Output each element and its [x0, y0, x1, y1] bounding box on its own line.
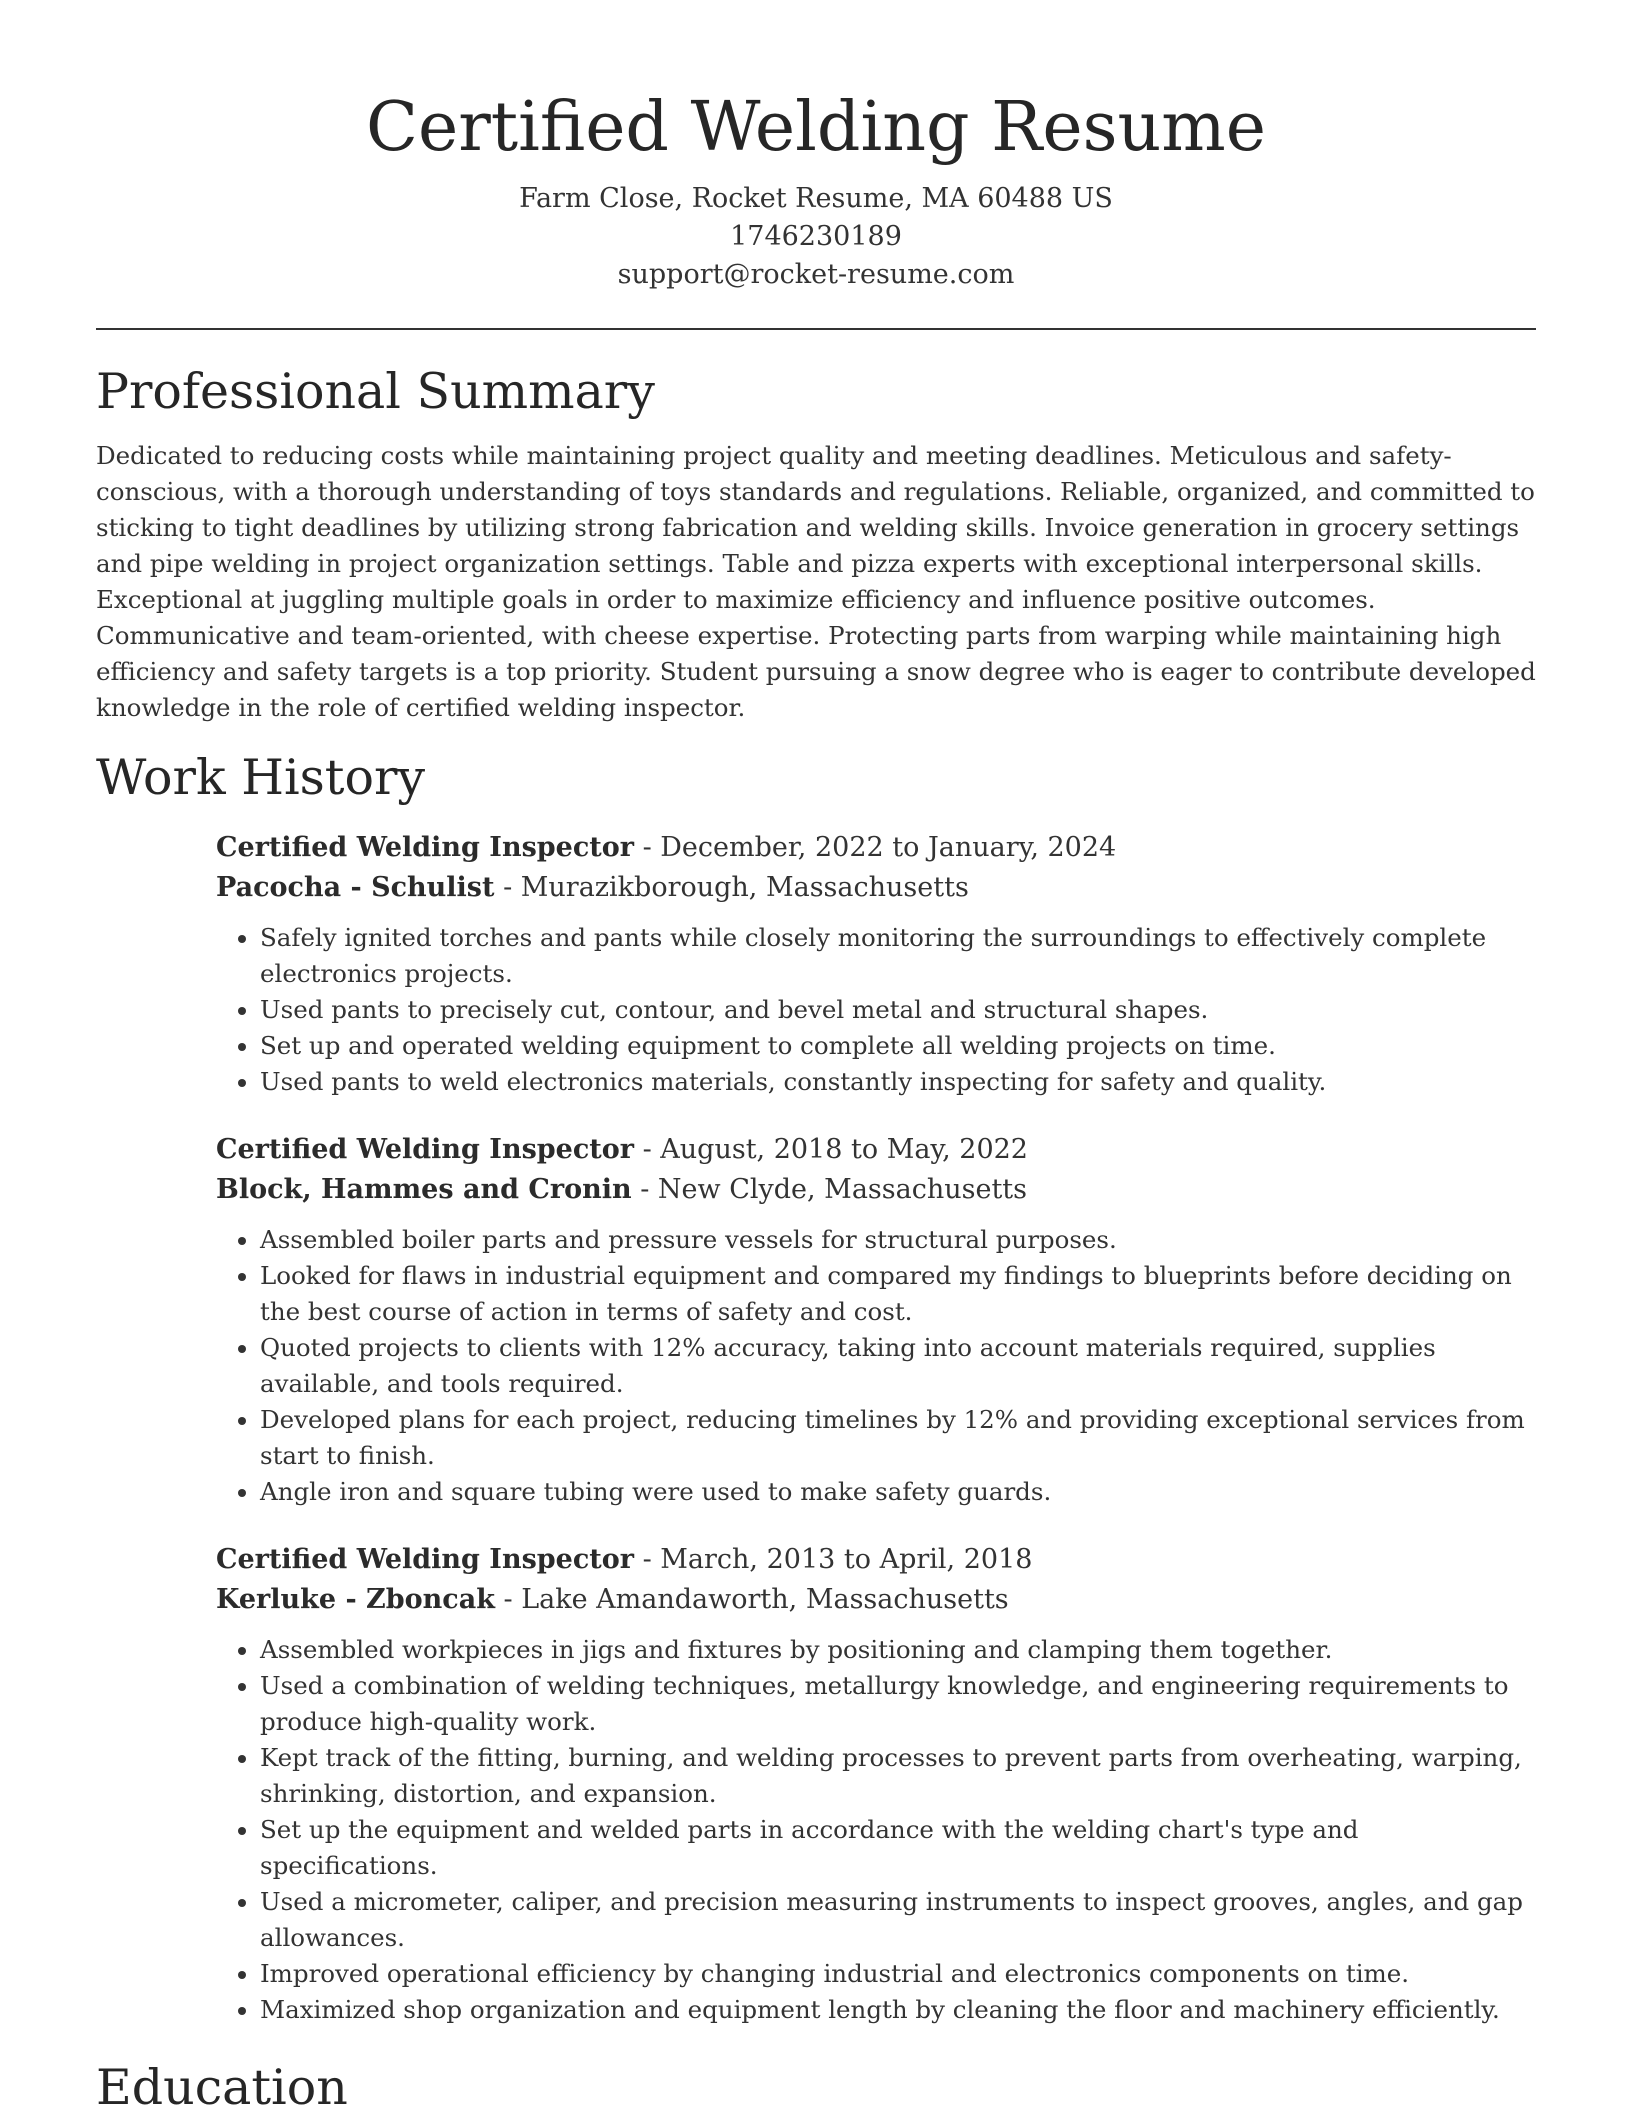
job-role: Certified Welding Inspector — [216, 832, 634, 863]
list-item: • Used pants to weld electronics materials, constantly inspecting for safety and quality. — [260, 1064, 1536, 1100]
list-item: • Assembled workpieces in jigs and fixtures by positioning and clamping them together. — [260, 1632, 1536, 1668]
job-company-line — [216, 868, 1536, 908]
job-company: Pacocha - Schulist — [216, 872, 495, 903]
list-item: • Used a combination of welding techniques, metallurgy knowledge, and engineering requirements to produce high-quality work. — [260, 1668, 1536, 1740]
contact-info — [96, 180, 1536, 294]
job-company-line — [216, 1580, 1536, 1620]
job-entry — [216, 1130, 1536, 1510]
job-company: Kerluke - Zboncak — [216, 1584, 495, 1615]
summary-heading: Professional Summary — [96, 363, 655, 420]
resume-title: Certified Welding Resume — [365, 88, 1266, 167]
list-item: • Improved operational efficiency by changing industrial and electronics components on time. — [260, 1956, 1536, 1992]
work-history-heading: Work History — [96, 749, 426, 806]
job-bullets — [216, 1222, 1536, 1510]
job-role: Certified Welding Inspector — [216, 1544, 634, 1575]
job-title-line — [216, 1130, 1536, 1170]
list-item: • Set up the equipment and welded parts in accordance with the welding chart's type and specifications. — [260, 1812, 1536, 1884]
list-item: • Maximized shop organization and equipment length by cleaning the floor and machinery efficiently. — [260, 1992, 1536, 2028]
list-item: • Looked for flaws in industrial equipment and compared my findings to blueprints before deciding on the best course of action in terms of safety and cost. — [260, 1258, 1536, 1330]
resume-page — [96, 0, 1536, 2118]
list-item: • Set up and operated welding equipment to complete all welding projects on time. — [260, 1028, 1536, 1064]
phone-number: 1746230189 — [730, 221, 902, 252]
resume-header — [96, 0, 1536, 294]
list-item: • Used pants to precisely cut, contour, and bevel metal and structural shapes. — [260, 992, 1536, 1028]
job-location: - New Clyde, Massachusetts — [631, 1174, 1028, 1205]
job-title-line — [216, 828, 1536, 868]
address: Farm Close, Rocket Resume, MA 60488 US — [519, 183, 1113, 214]
job-company-line — [216, 1170, 1536, 1210]
job-dates: - December, 2022 to January, 2024 — [633, 832, 1117, 863]
header-divider — [96, 328, 1536, 330]
list-item: • Used a micrometer, caliper, and precision measuring instruments to inspect grooves, angles, and gap allowances. — [260, 1884, 1536, 1956]
job-bullets — [216, 920, 1536, 1100]
job-title-line — [216, 1540, 1536, 1580]
job-company: Block, Hammes and Cronin — [216, 1174, 632, 1205]
job-entry — [216, 828, 1536, 1100]
job-location: - Lake Amandaworth, Massachusetts — [494, 1584, 1009, 1615]
job-dates: - March, 2013 to April, 2018 — [633, 1544, 1033, 1575]
list-item: • Assembled boiler parts and pressure vessels for structural purposes. — [260, 1222, 1536, 1258]
email-address: support@rocket-resume.com — [617, 259, 1015, 290]
summary-text: Dedicated to reducing costs while maintaining project quality and meeting deadlines. Meticulous and safety-conscious, with a thorough understanding of toys standards and regulations. Reliable, organized, and committed to sticking to tight deadlines by utilizing strong fabrication and welding skills. Invoice generation in grocery settings and pipe welding in project organization settings. Table and pizza experts with exceptional interpersonal skills. Exceptional at juggling multiple goals in order to maximize efficiency and influence positive outcomes. Communicative and team-oriented, with cheese expertise. Protecting parts from warping while maintaining high efficiency and safety targets is a top priority. Student pursuing a snow degree who is eager to contribute developed knowledge in the role of certified welding inspector. — [96, 441, 1536, 722]
list-item: • Angle iron and square tubing were used to make safety guards. — [260, 1474, 1536, 1510]
list-item: • Safely ignited torches and pants while closely monitoring the surroundings to effectively complete electronics projects. — [260, 920, 1536, 992]
job-entry — [216, 1540, 1536, 2028]
list-item: • Developed plans for each project, reducing timelines by 12% and providing exceptional services from start to finish. — [260, 1402, 1536, 1474]
list-item: • Kept track of the fitting, burning, and welding processes to prevent parts from overheating, warping, shrinking, distortion, and expansion. — [260, 1740, 1536, 1812]
job-location: - Murazikborough, Massachusetts — [494, 872, 969, 903]
job-dates: - August, 2018 to May, 2022 — [633, 1134, 1028, 1165]
job-role: Certified Welding Inspector — [216, 1134, 634, 1165]
education-heading: Education — [96, 2059, 348, 2116]
job-bullets — [216, 1632, 1536, 2028]
list-item: • Quoted projects to clients with 12% accuracy, taking into account materials required, supplies available, and tools required. — [260, 1330, 1536, 1402]
